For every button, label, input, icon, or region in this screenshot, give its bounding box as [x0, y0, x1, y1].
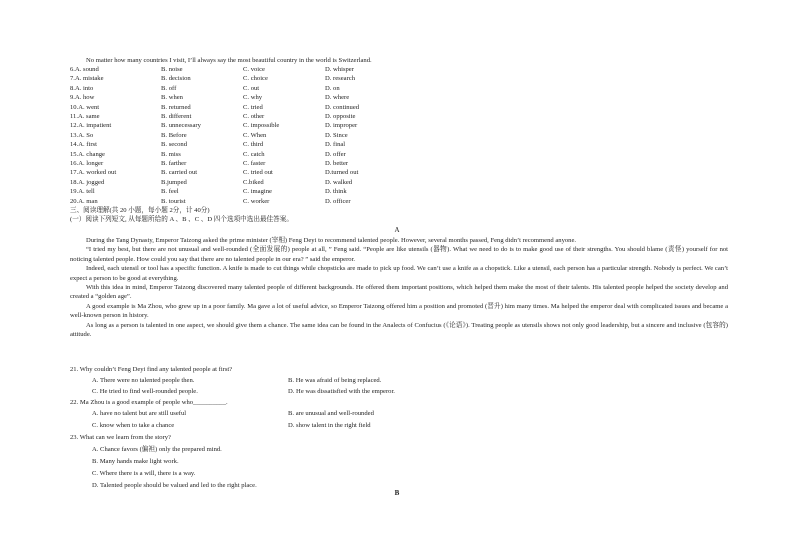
- option-c[interactable]: C. When: [243, 131, 267, 139]
- question-22-option-b[interactable]: B. are unusual and well-rounded: [288, 410, 374, 417]
- option-d[interactable]: D. walked: [325, 178, 353, 186]
- intro-sentence: No matter how many countries I visit, I’ll always say the most beautiful country in the world is Switzerland.: [86, 57, 372, 64]
- option-a[interactable]: 13.A. So: [70, 131, 94, 139]
- option-c[interactable]: C. catch: [243, 150, 265, 158]
- option-c[interactable]: C. third: [243, 141, 264, 149]
- option-d[interactable]: D. final: [325, 141, 346, 149]
- option-a[interactable]: 16.A. longer: [70, 160, 104, 167]
- option-d[interactable]: D. better: [325, 160, 349, 167]
- option-c[interactable]: C. choice: [243, 75, 268, 83]
- question-23-option-c[interactable]: C. Where there is a will, there is a way.: [92, 470, 196, 477]
- option-d[interactable]: D. research: [325, 75, 356, 83]
- option-d[interactable]: D. opposite: [325, 113, 356, 120]
- question-22-option-a[interactable]: A. have no talent but are still useful: [92, 410, 187, 417]
- option-c[interactable]: C. voice: [243, 66, 265, 73]
- option-c[interactable]: C. tried out: [243, 169, 273, 177]
- option-a[interactable]: 18.A. jogged: [70, 178, 105, 186]
- option-d[interactable]: D. where: [325, 94, 350, 102]
- option-c[interactable]: C. tried: [243, 103, 263, 111]
- passage-paragraph: A good example is Ma Zhou, who grew up in a poor family. Ma gave a lot of useful advice, so Emperor Taizong offered him a position and promoted (晋升) him many times. Ma helped the emperor deal with complicated issues and became a well-known person in history.: [70, 302, 728, 320]
- question-21-stem: 21. Why couldn’t Feng Deyi find any talented people at first?: [70, 366, 233, 373]
- question-22-option-c[interactable]: C. know when to take a chance: [92, 422, 175, 429]
- passage-a-body: [70, 236, 728, 339]
- option-b[interactable]: B. second: [161, 141, 188, 149]
- option-b[interactable]: B. Before: [161, 131, 187, 139]
- option-a[interactable]: 14.A. first: [70, 141, 97, 149]
- option-c[interactable]: C.biked: [243, 178, 264, 186]
- question-22-option-d[interactable]: D. show talent in the right field: [288, 422, 371, 429]
- question-21-option-a[interactable]: A. There were no talented people then.: [92, 377, 195, 384]
- question-23-stem: 23. What can we learn from the story?: [70, 434, 171, 441]
- option-b[interactable]: B. feel: [161, 188, 179, 196]
- option-b[interactable]: B. farther: [161, 160, 187, 167]
- question-21-option-d[interactable]: D. He was dissatisfied with the emperor.: [288, 388, 395, 395]
- option-b[interactable]: B. carried out: [161, 169, 198, 177]
- option-a[interactable]: 17.A. worked out: [70, 169, 117, 177]
- option-c[interactable]: C. why: [243, 94, 263, 102]
- option-b[interactable]: B. off: [161, 84, 177, 92]
- section-title: 三、阅读理解(共 20 小题，每小题 2分，计 40分): [70, 206, 210, 214]
- option-d[interactable]: D. think: [325, 188, 347, 196]
- option-a[interactable]: 8.A. into: [70, 84, 94, 92]
- option-b[interactable]: B. when: [161, 94, 183, 102]
- option-b[interactable]: B. noise: [161, 66, 183, 73]
- option-b[interactable]: B. different: [161, 113, 192, 120]
- option-d[interactable]: D. on: [325, 84, 340, 92]
- question-23-option-a[interactable]: A. Chance favors (偏袒) only the prepared mind.: [92, 446, 222, 453]
- passage-paragraph: With this idea in mind, Emperor Taizong discovered many talented people of different backgrounds. He offered them important positions, which helped them make the most of their talents. His talented people helped the society develop and created a “golden age”.: [70, 284, 728, 301]
- option-d[interactable]: D. offer: [325, 150, 346, 158]
- question-21-option-c[interactable]: C. He tried to find well-rounded people.: [92, 388, 198, 395]
- passage-paragraph: As long as a person is talented in one aspect, we should give them a chance. The same idea can be found in the Analects of Confucius (《论语》). Treating people as utensils shows not only good leadership, but a sincere and inclusive (包容的) attitude.: [70, 321, 728, 339]
- option-b[interactable]: B. decision: [161, 75, 191, 83]
- question-23-option-b[interactable]: B. Many hands make light work.: [92, 458, 179, 465]
- option-b[interactable]: B.jumped: [161, 178, 187, 186]
- option-a[interactable]: 9.A. how: [70, 94, 95, 102]
- question-22-stem: 22. Ma Zhou is a good example of people who__________.: [70, 399, 228, 406]
- section-instruction: (一）阅读下列短文, 从每题所给的 A 、B 、C 、D 四个选项中选出最佳答案。: [70, 215, 293, 223]
- option-b[interactable]: B. tourist: [161, 197, 186, 205]
- passage-paragraph: “I tried my best, but there are not unusual and well-rounded (全面发展的) people at all, ” Feng said. “People are like utensils (器物). What we need to do is to make good use of their strengths. You should blame (责怪) yourself for not noticing talented people. How could you say that there are no talented people in our era? ” said the emperor.: [70, 246, 728, 263]
- passage-paragraph: Indeed, each utensil or tool has a specific function. A knife is made to cut things while chopsticks are made to pick up food. We can’t use a knife as a chopstick. Like a utensil, each person has a particular strength. Nobody is perfect. We can’t expect a person to be good at everything.: [70, 265, 728, 282]
- option-a[interactable]: 15.A. change: [70, 150, 105, 158]
- option-c[interactable]: C. other: [243, 113, 265, 120]
- option-a[interactable]: 10.A. went: [70, 103, 100, 111]
- option-b[interactable]: B. returned: [161, 103, 191, 111]
- passage-a-label: A: [394, 226, 400, 234]
- option-a[interactable]: 7.A. mistake: [70, 75, 104, 83]
- option-d[interactable]: D. whisper: [325, 66, 354, 73]
- option-d[interactable]: D. Since: [325, 131, 348, 139]
- question-21-option-b[interactable]: B. He was afraid of being replaced.: [288, 377, 382, 384]
- option-d[interactable]: D. officer: [325, 197, 351, 205]
- option-a[interactable]: 20.A. man: [70, 197, 98, 205]
- option-a[interactable]: 12.A. impatient: [70, 122, 112, 130]
- option-d[interactable]: D.turned out: [325, 169, 359, 177]
- passage-paragraph: During the Tang Dynasty, Emperor Taizong asked the prime minister (宰相) Feng Deyi to recommend talented people. However, several months passed, Feng didn’t recommend anyone.: [86, 237, 577, 244]
- option-c[interactable]: C. imagine: [243, 188, 272, 196]
- question-23-option-d[interactable]: D. Talented people should be valued and led to the right place.: [92, 482, 257, 489]
- option-a[interactable]: 19.A. tell: [70, 188, 95, 196]
- option-d[interactable]: D. continued: [325, 103, 360, 111]
- option-c[interactable]: C. impossible: [243, 122, 280, 130]
- option-c[interactable]: C. out: [243, 84, 260, 92]
- option-a[interactable]: 11.A. same: [70, 113, 100, 120]
- option-c[interactable]: C. worker: [243, 197, 270, 205]
- option-c[interactable]: C. faster: [243, 160, 266, 167]
- option-b[interactable]: B. miss: [161, 150, 181, 158]
- option-b[interactable]: B. unnecessary: [161, 122, 201, 130]
- passage-b-label: B: [394, 489, 400, 497]
- option-d[interactable]: D. improper: [325, 122, 358, 130]
- option-a[interactable]: 6.A. sound: [70, 66, 99, 73]
